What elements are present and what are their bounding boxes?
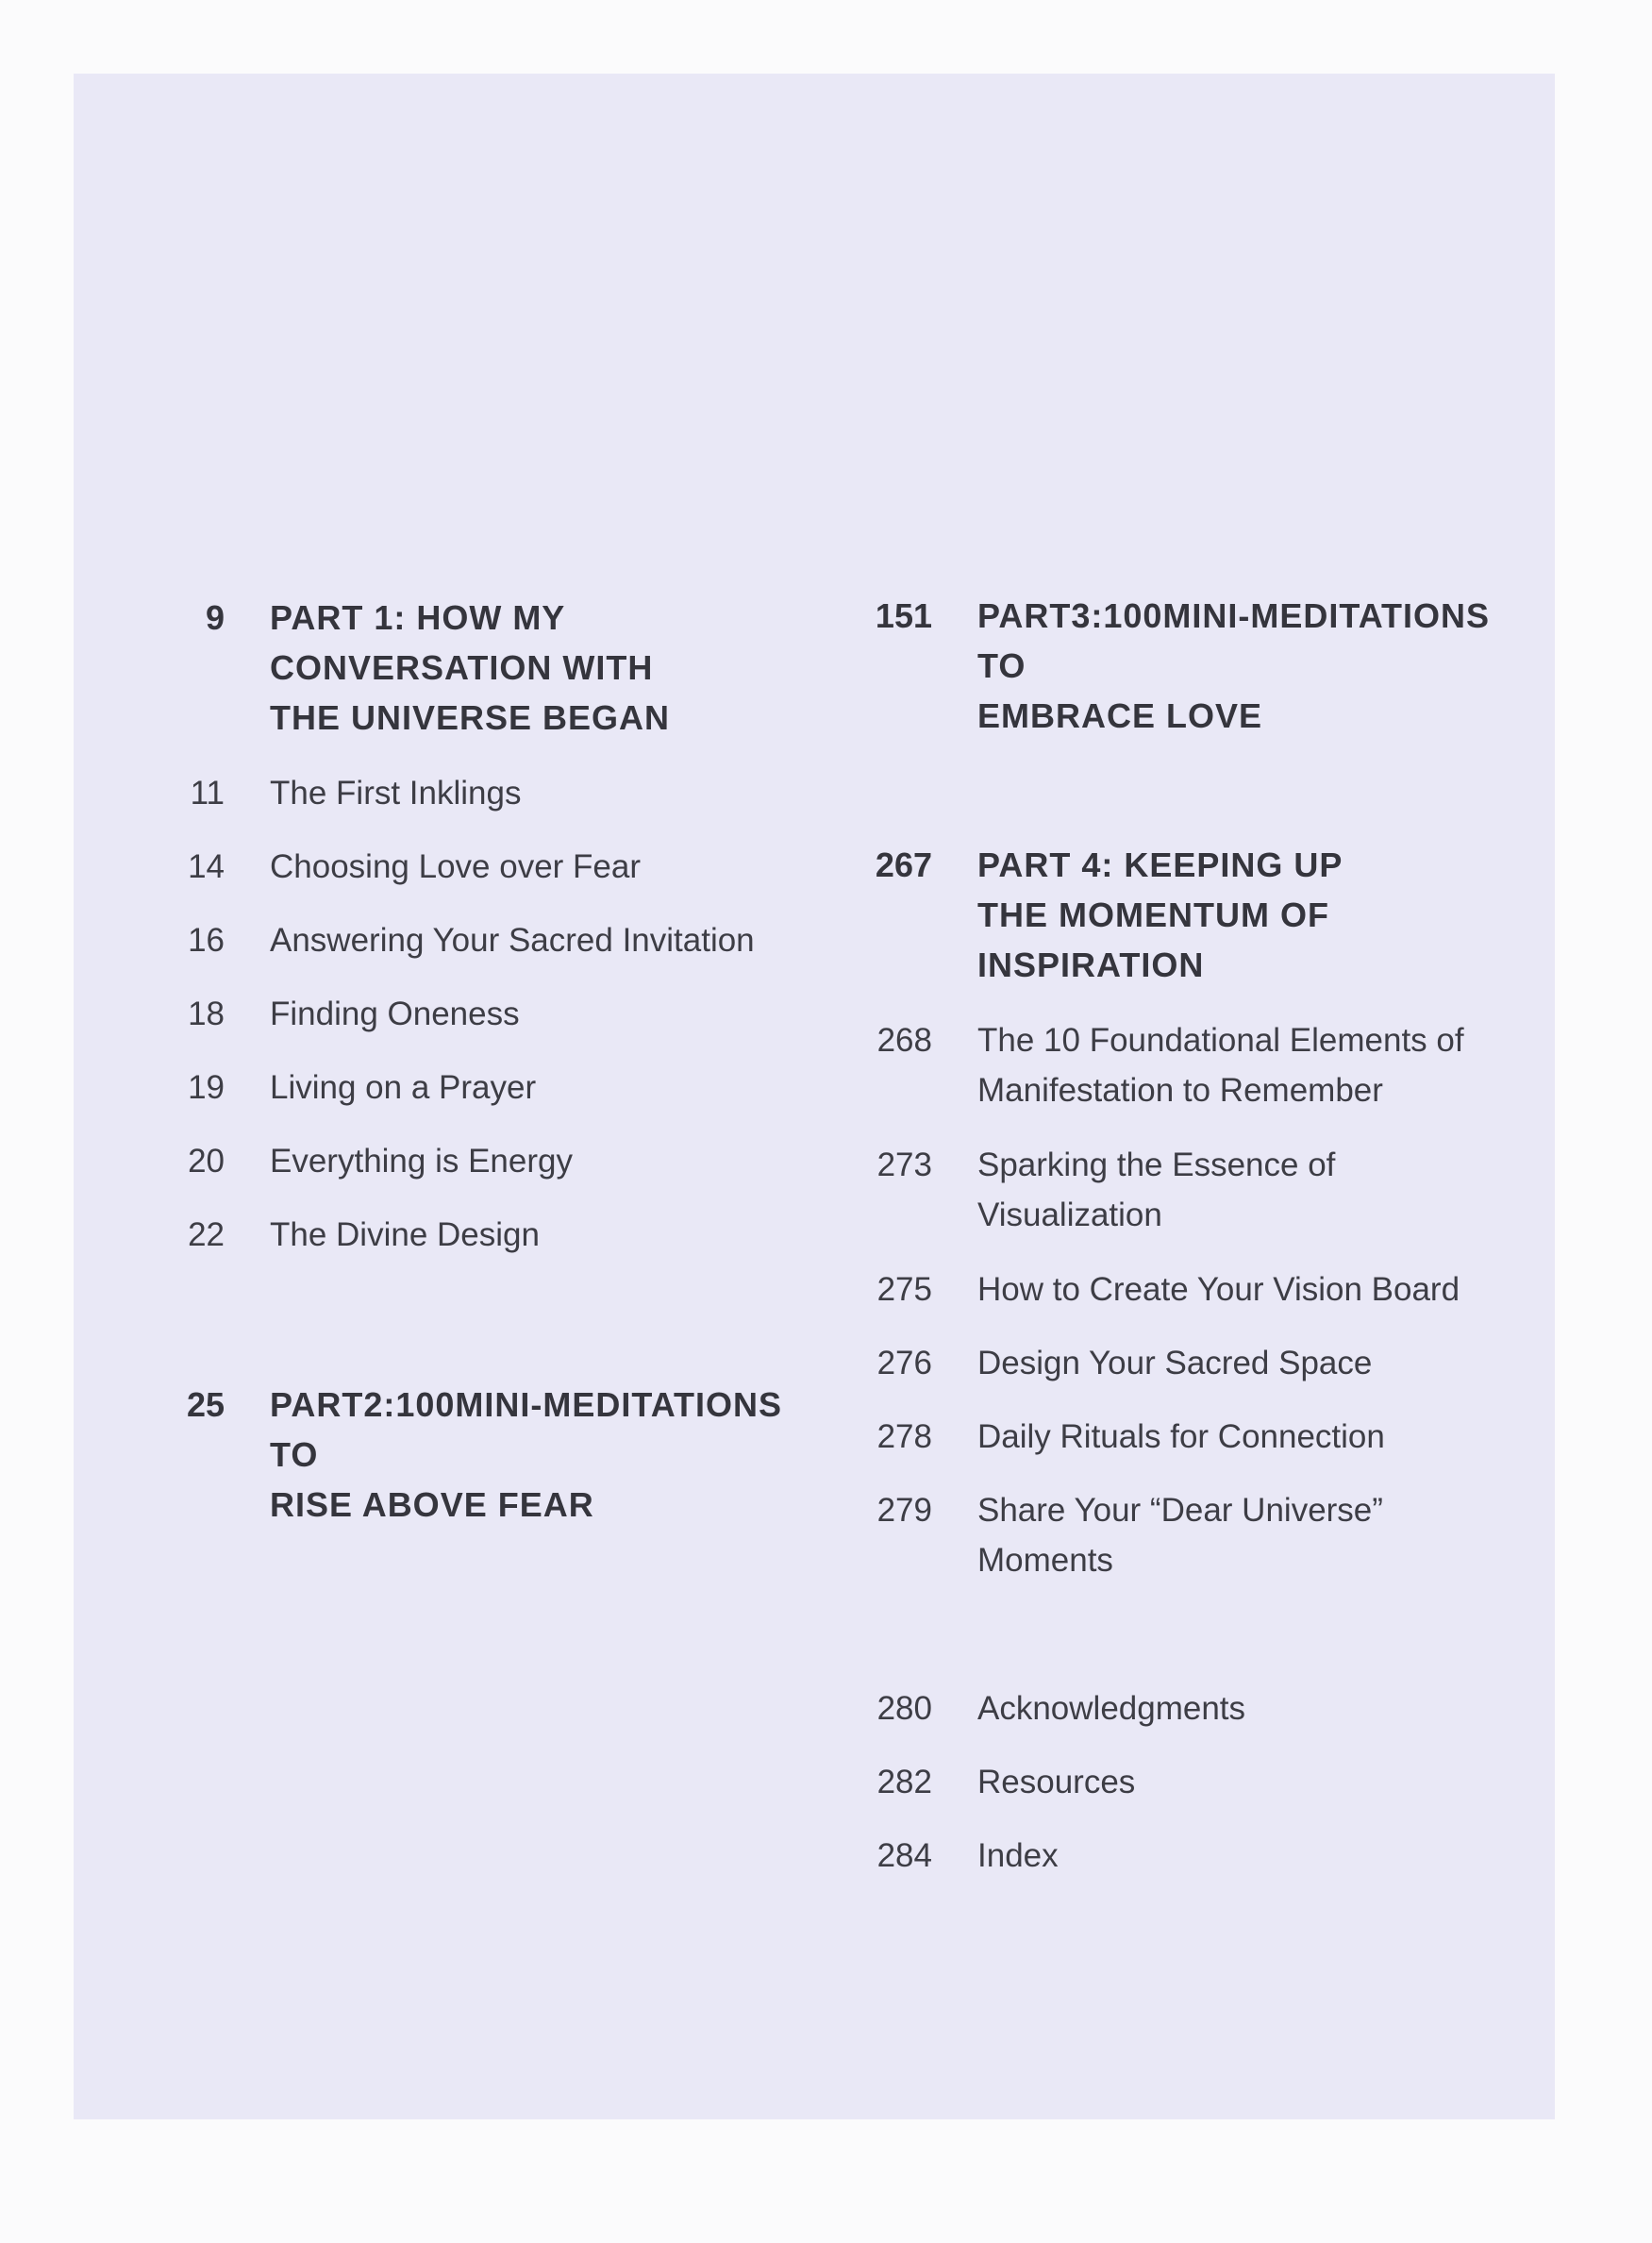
- title-line: TO: [977, 646, 1026, 685]
- page-number: 279: [876, 1492, 932, 1529]
- title-line: Manifestation to Remember: [977, 1072, 1383, 1109]
- toc-entry[interactable]: [838, 1831, 1059, 1881]
- chapter-title: How to Create Your Vision Board: [977, 1271, 1460, 1308]
- chapter-title: Choosing Love over Fear: [270, 848, 641, 885]
- toc-entry-part-2[interactable]: [130, 1380, 782, 1530]
- chapter-title: Finding Oneness: [270, 996, 520, 1032]
- toc-entry[interactable]: [130, 1210, 540, 1260]
- page-number: 25: [186, 1385, 225, 1424]
- toc-entry[interactable]: [130, 768, 521, 818]
- toc-entry[interactable]: [838, 1485, 1383, 1585]
- page-number: 278: [876, 1418, 932, 1455]
- toc-entry[interactable]: [838, 1140, 1335, 1240]
- page-number: 18: [188, 996, 225, 1032]
- toc-entry[interactable]: [130, 1063, 536, 1113]
- toc-entry-part-3[interactable]: [838, 591, 1490, 741]
- toc-entry[interactable]: [838, 1757, 1135, 1807]
- chapter-title: [977, 1485, 1383, 1585]
- page-number: 9: [205, 598, 225, 637]
- title-line: PART3:100MINI-MEDITATIONS: [977, 596, 1491, 635]
- title-line: The 10 Foundational Elements of: [977, 1022, 1464, 1059]
- chapter-title: [977, 1140, 1335, 1240]
- page-number: 20: [188, 1143, 225, 1180]
- title-line: PART 4: KEEPING UP: [977, 845, 1343, 884]
- page-number: 267: [875, 845, 932, 884]
- page-number: 275: [876, 1271, 932, 1308]
- chapter-title: Everything is Energy: [270, 1143, 573, 1180]
- title-line: PART 1: HOW MY: [270, 598, 566, 637]
- page-number: 268: [876, 1022, 932, 1059]
- chapter-title: Acknowledgments: [977, 1690, 1246, 1727]
- title-line: INSPIRATION: [977, 946, 1205, 984]
- part-title: [270, 593, 670, 743]
- title-line: Visualization: [977, 1197, 1162, 1233]
- page-number: 22: [188, 1216, 225, 1253]
- chapter-title: Index: [977, 1837, 1059, 1874]
- toc-entry-part-4[interactable]: [838, 840, 1343, 990]
- title-line: Moments: [977, 1542, 1113, 1579]
- title-line: EMBRACE LOVE: [977, 696, 1263, 735]
- toc-entry[interactable]: [838, 1264, 1460, 1314]
- chapter-title: Answering Your Sacred Invitation: [270, 922, 755, 959]
- page-number: 273: [876, 1147, 932, 1183]
- toc-entry[interactable]: [838, 1015, 1464, 1115]
- chapter-title: [977, 1015, 1464, 1115]
- toc-entry[interactable]: [130, 989, 520, 1039]
- toc-entry[interactable]: [838, 1683, 1245, 1733]
- page-number: 19: [188, 1069, 225, 1106]
- title-line: Sparking the Essence of: [977, 1147, 1336, 1183]
- chapter-title: The Divine Design: [270, 1216, 540, 1253]
- toc-entry[interactable]: [838, 1338, 1372, 1388]
- title-line: PART2:100MINI-MEDITATIONS: [270, 1385, 783, 1424]
- part-title: [977, 840, 1343, 990]
- title-line: Share Your “Dear Universe”: [977, 1492, 1383, 1529]
- page-number: 284: [876, 1837, 932, 1874]
- title-line: THE UNIVERSE BEGAN: [270, 698, 671, 737]
- title-line: RISE ABOVE FEAR: [270, 1485, 594, 1524]
- toc-entry[interactable]: [130, 1136, 573, 1186]
- toc-entry[interactable]: [130, 842, 641, 892]
- page-number: 11: [190, 775, 225, 812]
- page-number: 151: [875, 596, 932, 635]
- chapter-title: Design Your Sacred Space: [977, 1345, 1373, 1381]
- part-title: [977, 591, 1490, 741]
- page-number: 276: [876, 1345, 932, 1381]
- chapter-title: Living on a Prayer: [270, 1069, 537, 1106]
- toc-entry[interactable]: [838, 1412, 1385, 1462]
- page-number: 282: [876, 1764, 932, 1800]
- title-line: TO: [270, 1435, 319, 1474]
- part-title: [270, 1380, 782, 1530]
- chapter-title: Daily Rituals for Connection: [977, 1418, 1385, 1455]
- title-line: CONVERSATION WITH: [270, 648, 654, 687]
- page-number: 16: [188, 922, 225, 959]
- toc-entry-part-1[interactable]: [130, 593, 670, 743]
- page-number: 280: [876, 1690, 932, 1727]
- page-number: 14: [188, 848, 225, 885]
- toc-entry[interactable]: [130, 915, 755, 965]
- title-line: THE MOMENTUM OF: [977, 896, 1329, 934]
- chapter-title: The First Inklings: [270, 775, 522, 812]
- chapter-title: Resources: [977, 1764, 1136, 1800]
- contents-page: [74, 74, 1555, 2119]
